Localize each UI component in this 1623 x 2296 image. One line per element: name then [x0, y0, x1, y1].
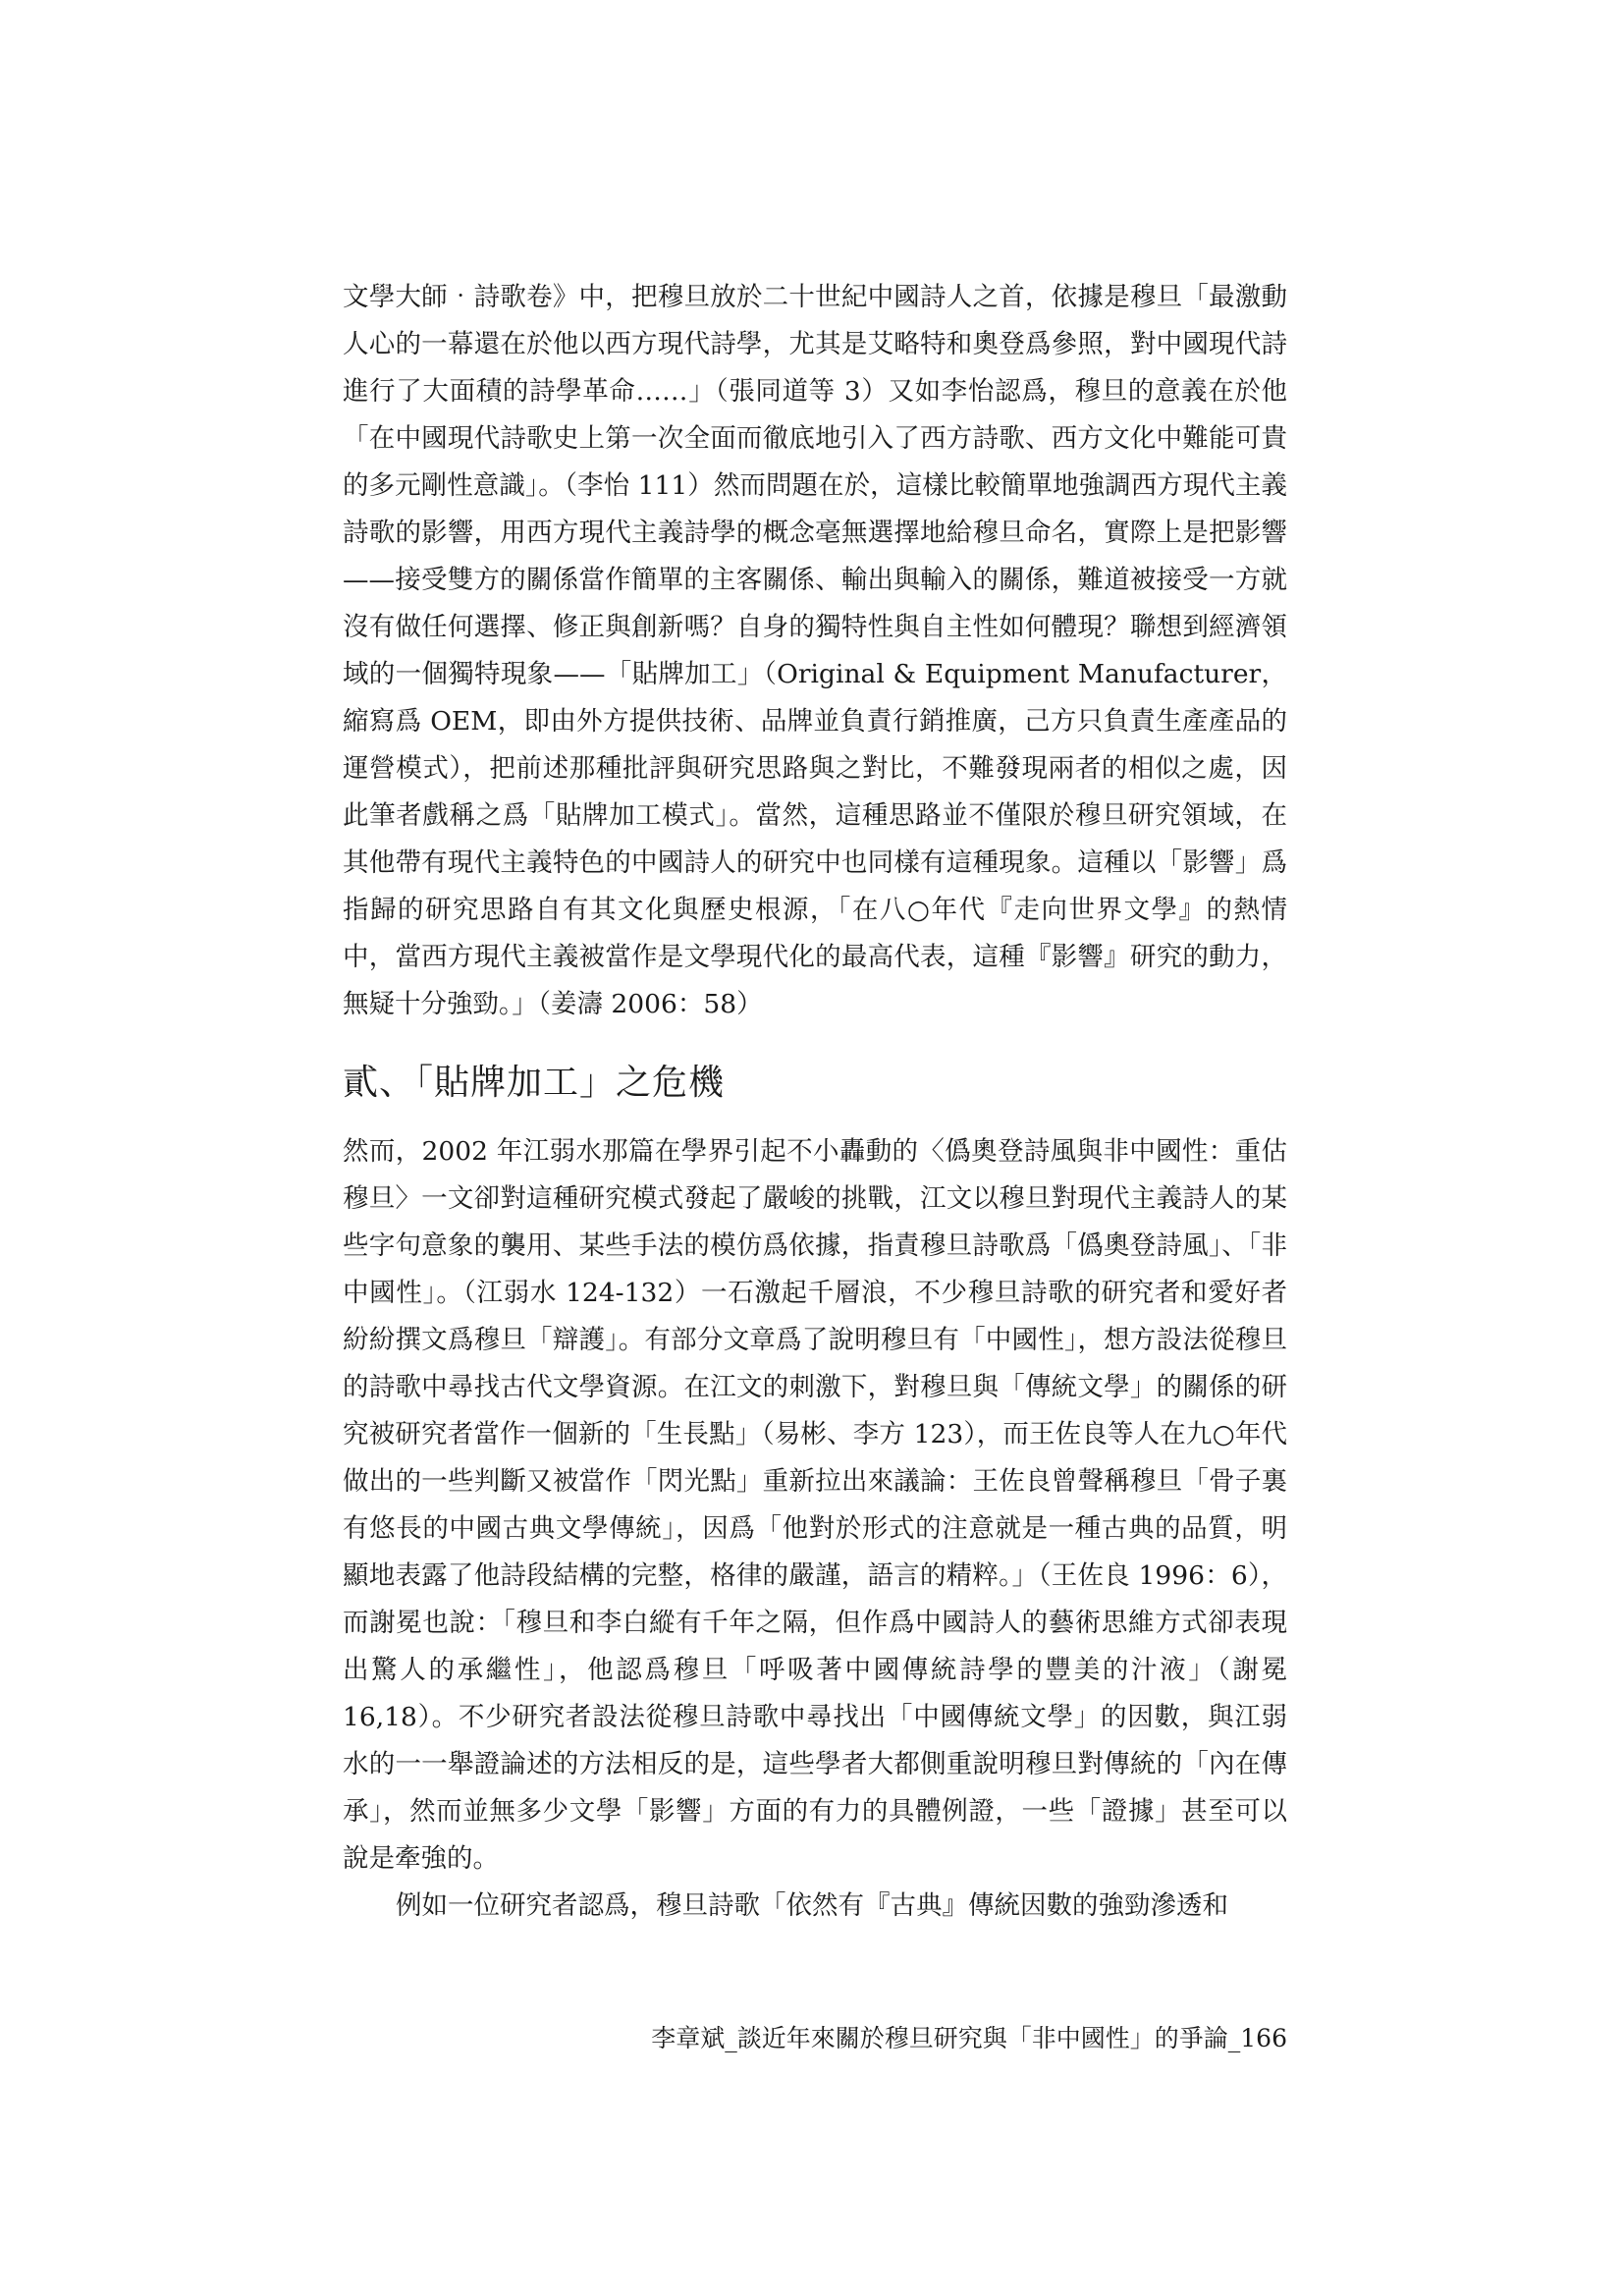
section-paragraph: 然而，2002 年江弱水那篇在學界引起不小轟動的〈僞奧登詩風與非中國性：重估穆旦〉一文卻對這種研究模式發起了嚴峻的挑戰，江文以穆旦對現代主義詩人的某些字句意象的襲用、某些手法的模仿爲依據，指責穆旦詩歌爲「僞奧登詩風」、「非中國性」。（江弱水 124-132）一石激起千層浪，不少穆旦詩歌的研究者和愛好者紛紛撰文爲穆旦「辯護」。有部分文章爲了說明穆旦有「中國性」，想方設法從穆旦的詩歌中尋找古代文學資源。在江文的刺激下，對穆旦與「傳統文學」的關係的研究被研究者當作一個新的「生長點」（易彬、李方 123），而王佐良等人在九○年代做出的一些判斷又被當作「閃光點」重新拉出來議論：王佐良曾聲稱穆旦「骨子裏有悠長的中國古典文學傳統」，因爲「他對於形式的注意就是一種古典的品質，明顯地表露了他詩段結構的完整，格律的嚴謹，語言的精粹。」（王佐良 1996：6），而謝冕也說：「穆旦和李白縱有千年之隔，但作爲中國詩人的藝術思維方式卻表現出驚人的承繼性」，他認爲穆旦「呼吸著中國傳統詩學的豐美的汁液」（謝冕 16,18）。不少研究者設法從穆旦詩歌中尋找出「中國傳統文學」的因數，與江弱水的一一舉證論述的方法相反的是，這些學者大都側重說明穆旦對傳統的「內在傳承」，然而並無多少文學「影響」方面的有力的具體例證，一些「證據」甚至可以說是牽強的。: [343, 1136, 1287, 1874]
body-paragraph: 文學大師‧詩歌卷》中，把穆旦放於二十世紀中國詩人之首，依據是穆旦「最激動人心的一幕還在於他以西方現代詩學，尤其是艾略特和奧登爲參照，對中國現代詩進行了大面積的詩學革命……」（張同道等 3）又如李怡認爲，穆旦的意義在於他「在中國現代詩歌史上第一次全面而徹底地引入了西方詩歌、西方文化中難能可貴的多元剛性意識」。（李怡 111）然而問題在於，這樣比較簡單地強調西方現代主義詩歌的影響，用西方現代主義詩學的概念毫無選擇地給穆旦命名，實際上是把影響——接受雙方的關係當作簡單的主客關係、輸出與輸入的關係，難道被接受一方就沒有做任何選擇、修正與創新嗎？自身的獨特性與自主性如何體現？聯想到經濟領域的一個獨特現象——「貼牌加工」（Original & Equipment Manufacturer，縮寫爲 OEM，即由外方提供技術、品牌並負責行銷推廣，己方只負責生產產品的運營模式），把前述那種批評與研究思路與之對比，不難發現兩者的相似之處，因此筆者戲稱之爲「貼牌加工模式」。當然，這種思路並不僅限於穆旦研究領域，在其他帶有現代主義特色的中國詩人的研究中也同樣有這種現象。這種以「影響」爲指歸的研究思路自有其文化與歷史根源，「在八○年代『走向世界文學』的熱情中，當西方現代主義被當作是文學現代化的最高代表，這種『影響』研究的動力，無疑十分強勁。」（姜濤 2006：58）: [343, 282, 1287, 1019]
section-heading: 貳、「貼牌加工」之危機: [343, 1063, 726, 1103]
section-text-block: [343, 1128, 1287, 1930]
main-text-block: [343, 274, 1287, 1028]
page-footer: 李章斌_談近年來關於穆旦研究與「非中國性」的爭論_166: [651, 2024, 1287, 2052]
section-paragraph-indented: 例如一位研究者認爲，穆旦詩歌「依然有『古典』傳統因數的強勁滲透和: [396, 1890, 1228, 1921]
